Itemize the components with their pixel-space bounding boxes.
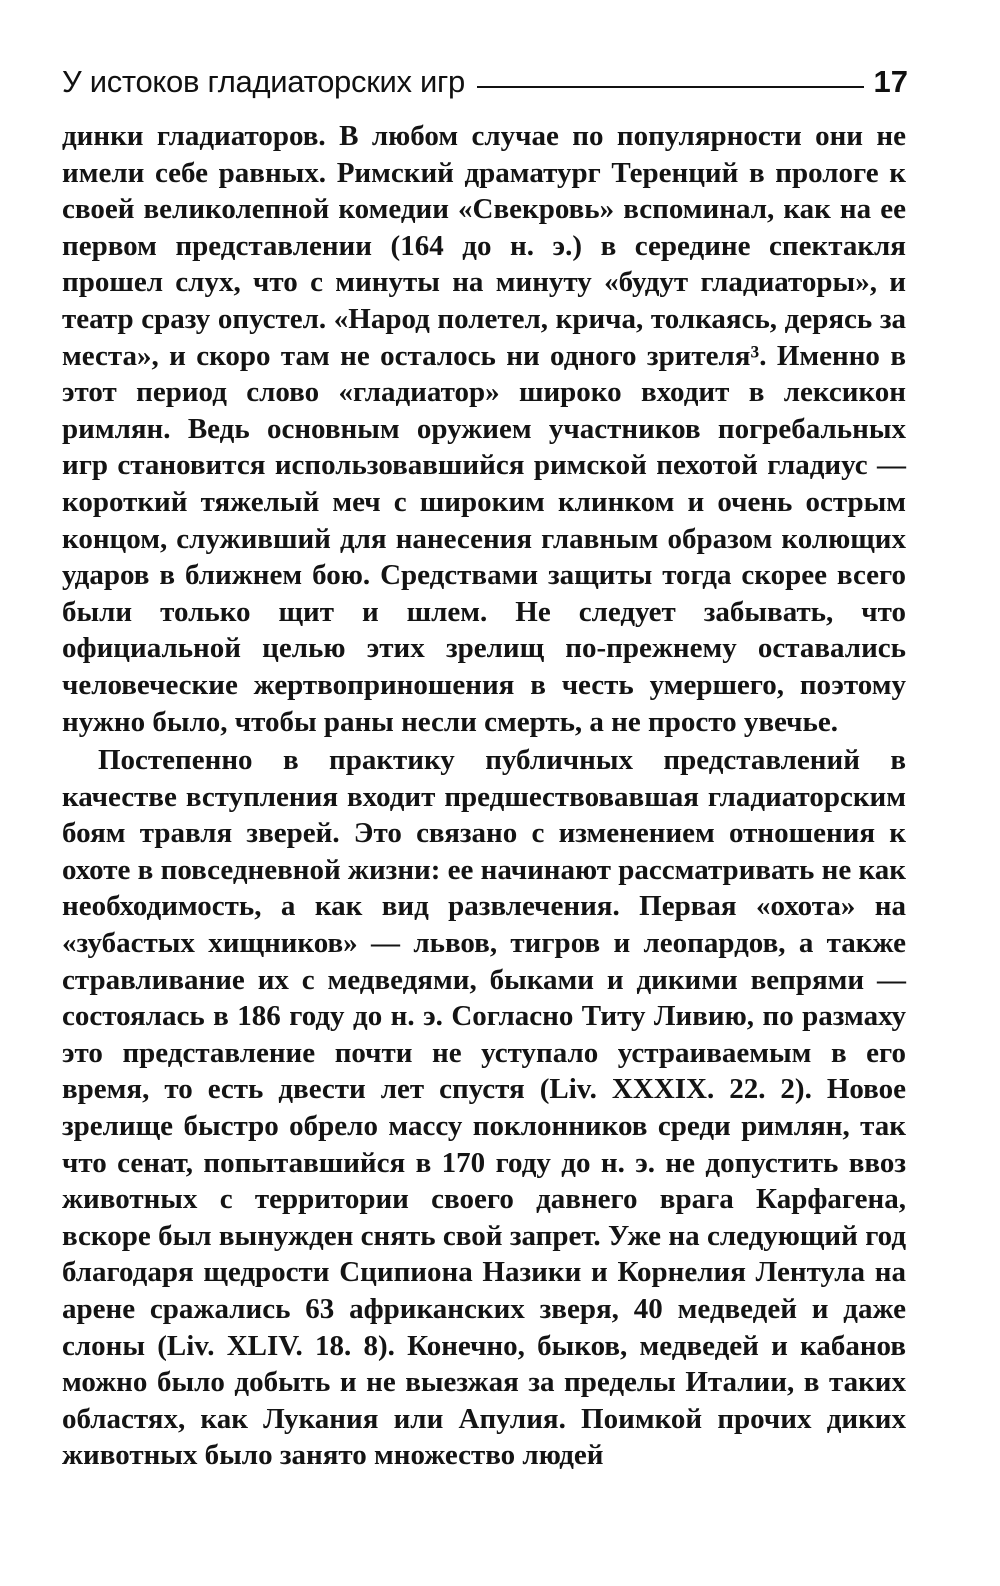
body-text bbox=[62, 118, 906, 1474]
page-number: 17 bbox=[873, 64, 908, 99]
running-header bbox=[62, 58, 908, 106]
running-title: У истоков гладиаторских игр bbox=[62, 64, 465, 99]
paragraph: динки гладиаторов. В любом случае по популярности они не имели себе равных. Римский драматург Теренций в прологе к своей великолепной комедии «Свекровь» вспоминал, как на ее первом представлении (164 до н. э.) в середине спектакля прошел слух, что с минуты на минуту «будут гладиаторы», и театр сразу опустел. «Народ полетел, крича, толкаясь, дерясь за места», и скоро там не осталось ни одного зрителя³. Именно в этот период слово «гладиатор» широко входит в лексикон римлян. Ведь основным оружием участников погребальных игр становится использовавшийся римской пехотой гладиус — короткий тяжелый меч с широким клинком и очень острым концом, служивший для нанесения главным образом колющих ударов в ближнем бою. Средствами защиты тогда скорее всего были только щит и шлем. Не следует забывать, что официальной целью этих зрелищ по-прежнему оставались человеческие жертвоприношения в честь умершего, поэтому нужно было, чтобы раны несли смерть, а не просто увечье. bbox=[62, 120, 906, 738]
paragraph: Постепенно в практику публичных представлений в качестве вступления входит предшествовавшая гладиаторским боям травля зверей. Это связано с изменением отношения к охоте в повседневной жизни: ее начинают рассматривать не как необходимость, а как вид развлечения. Первая «охота» на «зубастых хищников» — львов, тигров и леопардов, а также стравливание их с медведями, быками и дикими вепрями — состоялась в 186 году до н. э. Согласно Титу Ливию, по размаху это представление почти не уступало устраиваемым в его время, то есть двести лет спустя (Liv. XXXIX. 22. 2). Новое зрелище быстро обрело массу поклонников среди римлян, так что сенат, попытавшийся в 170 году до н. э. не допустить ввоз животных с территории своего давнего врага Карфагена, вскоре был вынужден снять свой запрет. Уже на следующий год благодаря щедрости Сципиона Назики и Корнелия Лентула на арене сражались 63 африканских зверя, 40 медведей и даже слоны (Liv. XLIV. 18. 8). Конечно, быков, медведей и кабанов можно было добыть и не выезжая за пределы Италии, в таких областях, как Лукания или Апулия. Поимкой прочих диких животных было занято множество людей bbox=[62, 744, 906, 1472]
header-rule bbox=[477, 86, 864, 88]
